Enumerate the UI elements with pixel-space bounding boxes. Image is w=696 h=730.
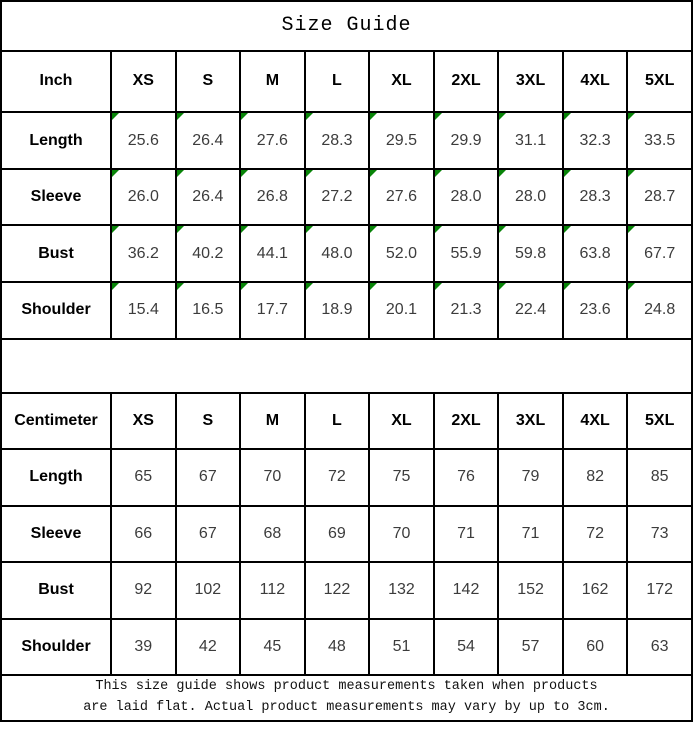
size-guide-table-body bbox=[1, 1, 692, 721]
corner-flag-icon bbox=[435, 283, 442, 290]
size-value-cell bbox=[176, 169, 241, 226]
size-value-cell bbox=[498, 619, 563, 676]
size-value: 59.8 bbox=[514, 244, 547, 262]
measurement-row bbox=[1, 562, 692, 619]
size-value: 21.3 bbox=[450, 301, 482, 319]
size-column-header: XS bbox=[111, 393, 176, 449]
size-value-cell bbox=[176, 562, 241, 619]
size-value: 70 bbox=[392, 524, 411, 542]
size-column-header: 4XL bbox=[563, 393, 628, 449]
size-value-cell bbox=[176, 619, 241, 676]
size-value: 73 bbox=[650, 524, 669, 542]
corner-flag-icon bbox=[306, 113, 313, 120]
row-label: Shoulder bbox=[1, 619, 111, 676]
size-value-cell bbox=[305, 449, 370, 506]
size-value: 31.1 bbox=[514, 131, 547, 149]
size-value: 152 bbox=[517, 581, 544, 599]
corner-flag-icon bbox=[435, 226, 442, 233]
corner-flag-icon bbox=[370, 113, 377, 120]
size-value-cell bbox=[563, 169, 628, 226]
size-value-cell bbox=[111, 449, 176, 506]
measurement-row bbox=[1, 619, 692, 676]
size-value-cell bbox=[563, 112, 628, 169]
size-value: 48.0 bbox=[321, 244, 353, 262]
size-value: 20.1 bbox=[385, 301, 418, 319]
size-value-cell bbox=[176, 112, 241, 169]
corner-flag-icon bbox=[370, 226, 377, 233]
size-value: 32.3 bbox=[579, 131, 611, 149]
size-value: 72 bbox=[586, 524, 604, 542]
size-value: 23.6 bbox=[579, 301, 611, 319]
size-value: 33.5 bbox=[644, 131, 676, 149]
size-value-cell bbox=[111, 506, 176, 563]
measurement-row bbox=[1, 112, 692, 169]
size-value: 65 bbox=[134, 468, 153, 486]
corner-flag-icon bbox=[499, 113, 506, 120]
footnote-row bbox=[1, 675, 692, 721]
size-value-cell bbox=[369, 619, 434, 676]
footnote-line-2: are laid flat. Actual product measurements may vary by up to 3cm. bbox=[83, 700, 610, 716]
corner-flag-icon bbox=[628, 226, 635, 233]
size-value: 36.2 bbox=[127, 244, 159, 262]
size-value-cell bbox=[305, 169, 370, 226]
row-label: Bust bbox=[1, 225, 111, 282]
measurement-row bbox=[1, 506, 692, 563]
size-value: 29.9 bbox=[450, 131, 482, 149]
size-value: 67 bbox=[198, 468, 217, 486]
size-value-cell bbox=[111, 562, 176, 619]
measurement-row bbox=[1, 225, 692, 282]
size-value-cell bbox=[305, 562, 370, 619]
size-value: 15.4 bbox=[127, 301, 159, 319]
size-value: 28.0 bbox=[514, 188, 547, 206]
size-value-cell bbox=[111, 619, 176, 676]
corner-flag-icon bbox=[306, 226, 313, 233]
size-value-cell bbox=[498, 112, 563, 169]
size-value-cell bbox=[369, 562, 434, 619]
size-column-header: L bbox=[305, 51, 370, 113]
size-value: 60 bbox=[586, 638, 604, 656]
size-value: 44.1 bbox=[256, 244, 288, 262]
size-value-cell bbox=[369, 225, 434, 282]
size-value: 102 bbox=[194, 581, 222, 599]
size-value: 28.3 bbox=[321, 131, 353, 149]
corner-flag-icon bbox=[177, 170, 184, 177]
unit-header-inch: Inch bbox=[1, 51, 111, 113]
size-column-header: 2XL bbox=[434, 51, 499, 113]
size-value-cell bbox=[627, 619, 692, 676]
measurement-row bbox=[1, 282, 692, 339]
size-value: 52.0 bbox=[385, 244, 418, 262]
size-value: 27.6 bbox=[385, 188, 418, 206]
size-value: 67 bbox=[198, 524, 217, 542]
size-value: 92 bbox=[134, 581, 153, 599]
size-value: 79 bbox=[521, 468, 540, 486]
corner-flag-icon bbox=[177, 283, 184, 290]
size-value: 40.2 bbox=[192, 244, 224, 262]
size-value: 42 bbox=[198, 638, 217, 656]
size-value-cell bbox=[369, 449, 434, 506]
size-value-cell bbox=[369, 112, 434, 169]
size-value-cell bbox=[434, 225, 499, 282]
measurement-row bbox=[1, 449, 692, 506]
size-value: 16.5 bbox=[192, 301, 224, 319]
page-title: Size Guide bbox=[1, 1, 692, 51]
corner-flag-icon bbox=[628, 113, 635, 120]
size-value-cell bbox=[627, 282, 692, 339]
row-label: Bust bbox=[1, 562, 111, 619]
size-value-cell bbox=[498, 282, 563, 339]
corner-flag-icon bbox=[306, 170, 313, 177]
size-value-cell bbox=[434, 282, 499, 339]
corner-flag-icon bbox=[499, 283, 506, 290]
size-value: 17.7 bbox=[256, 301, 288, 319]
size-value: 85 bbox=[650, 468, 669, 486]
size-value-cell bbox=[176, 225, 241, 282]
size-column-header: 5XL bbox=[627, 393, 692, 449]
size-value: 39 bbox=[134, 638, 153, 656]
size-value: 28.3 bbox=[579, 188, 611, 206]
size-value: 69 bbox=[328, 524, 346, 542]
cm-table-header-row bbox=[1, 393, 692, 449]
size-column-header: 5XL bbox=[627, 51, 692, 113]
corner-flag-icon bbox=[241, 113, 248, 120]
size-value-cell bbox=[627, 169, 692, 226]
inch-table-header-row bbox=[1, 51, 692, 113]
size-value-cell bbox=[498, 225, 563, 282]
size-value-cell bbox=[498, 169, 563, 226]
size-value: 18.9 bbox=[321, 301, 353, 319]
size-value-cell bbox=[434, 112, 499, 169]
size-value-cell bbox=[369, 506, 434, 563]
size-value: 63 bbox=[650, 638, 669, 656]
size-column-header: M bbox=[240, 393, 305, 449]
row-label: Shoulder bbox=[1, 282, 111, 339]
size-value-cell bbox=[563, 225, 628, 282]
size-value: 70 bbox=[263, 468, 282, 486]
size-value: 67.7 bbox=[644, 244, 676, 262]
size-value: 76 bbox=[457, 468, 475, 486]
size-value-cell bbox=[305, 112, 370, 169]
size-value-cell bbox=[627, 449, 692, 506]
row-label: Sleeve bbox=[1, 169, 111, 226]
corner-flag-icon bbox=[177, 226, 184, 233]
size-value: 72 bbox=[328, 468, 346, 486]
size-value-cell bbox=[434, 449, 499, 506]
size-value: 75 bbox=[392, 468, 411, 486]
size-value: 172 bbox=[646, 581, 674, 599]
size-value: 68 bbox=[263, 524, 282, 542]
size-value-cell bbox=[240, 506, 305, 563]
size-column-header: S bbox=[176, 393, 241, 449]
corner-flag-icon bbox=[564, 226, 571, 233]
corner-flag-icon bbox=[112, 283, 119, 290]
corner-flag-icon bbox=[112, 113, 119, 120]
size-value-cell bbox=[111, 225, 176, 282]
size-value: 112 bbox=[259, 581, 286, 599]
size-column-header: XS bbox=[111, 51, 176, 113]
corner-flag-icon bbox=[628, 283, 635, 290]
size-value: 57 bbox=[521, 638, 540, 656]
size-value: 71 bbox=[521, 524, 540, 542]
size-column-header: XL bbox=[369, 393, 434, 449]
size-column-header: 3XL bbox=[498, 393, 563, 449]
size-value-cell bbox=[627, 506, 692, 563]
size-value-cell bbox=[305, 506, 370, 563]
size-value: 45 bbox=[263, 638, 282, 656]
size-value-cell bbox=[111, 112, 176, 169]
size-value-cell bbox=[434, 562, 499, 619]
corner-flag-icon bbox=[435, 113, 442, 120]
size-value-cell bbox=[369, 282, 434, 339]
size-value-cell bbox=[240, 282, 305, 339]
size-value-cell bbox=[434, 506, 499, 563]
size-value: 25.6 bbox=[127, 131, 159, 149]
size-value-cell bbox=[498, 506, 563, 563]
size-value-cell bbox=[305, 619, 370, 676]
corner-flag-icon bbox=[370, 283, 377, 290]
size-column-header: 2XL bbox=[434, 393, 499, 449]
corner-flag-icon bbox=[241, 283, 248, 290]
size-value: 54 bbox=[457, 638, 475, 656]
size-value-cell bbox=[563, 506, 628, 563]
row-label: Sleeve bbox=[1, 506, 111, 563]
size-value-cell bbox=[240, 169, 305, 226]
corner-flag-icon bbox=[628, 170, 635, 177]
size-value: 29.5 bbox=[385, 131, 418, 149]
size-value: 27.2 bbox=[321, 188, 353, 206]
size-value-cell bbox=[240, 225, 305, 282]
size-value: 71 bbox=[457, 524, 475, 542]
size-value: 132 bbox=[388, 581, 415, 599]
size-value-cell bbox=[563, 562, 628, 619]
size-column-header: L bbox=[305, 393, 370, 449]
size-column-header: 3XL bbox=[498, 51, 563, 113]
size-value-cell bbox=[369, 169, 434, 226]
size-value-cell bbox=[563, 619, 628, 676]
size-value-cell bbox=[240, 562, 305, 619]
size-value-cell bbox=[563, 449, 628, 506]
size-value: 28.0 bbox=[450, 188, 482, 206]
size-value-cell bbox=[434, 169, 499, 226]
size-value: 48 bbox=[328, 638, 346, 656]
size-value-cell bbox=[176, 282, 241, 339]
size-value: 26.0 bbox=[127, 188, 159, 206]
size-value-cell bbox=[563, 282, 628, 339]
size-value-cell bbox=[305, 225, 370, 282]
row-label: Length bbox=[1, 449, 111, 506]
corner-flag-icon bbox=[564, 113, 571, 120]
corner-flag-icon bbox=[564, 170, 571, 177]
title-row bbox=[1, 1, 692, 51]
size-value-cell bbox=[498, 562, 563, 619]
corner-flag-icon bbox=[306, 283, 313, 290]
size-value: 142 bbox=[452, 581, 480, 599]
size-value: 162 bbox=[581, 581, 609, 599]
size-column-header: 4XL bbox=[563, 51, 628, 113]
size-value: 22.4 bbox=[514, 301, 547, 319]
size-value-cell bbox=[111, 169, 176, 226]
size-value-cell bbox=[627, 112, 692, 169]
size-value-cell bbox=[434, 619, 499, 676]
size-value-cell bbox=[176, 506, 241, 563]
corner-flag-icon bbox=[564, 283, 571, 290]
unit-header-centimeter: Centimeter bbox=[1, 393, 111, 449]
size-value-cell bbox=[240, 449, 305, 506]
corner-flag-icon bbox=[112, 170, 119, 177]
size-value: 27.6 bbox=[256, 131, 288, 149]
size-column-header: XL bbox=[369, 51, 434, 113]
size-value-cell bbox=[627, 225, 692, 282]
corner-flag-icon bbox=[112, 226, 119, 233]
size-value: 63.8 bbox=[579, 244, 611, 262]
corner-flag-icon bbox=[435, 170, 442, 177]
spacer-cell bbox=[1, 339, 692, 394]
size-value-cell bbox=[176, 449, 241, 506]
spacer-row bbox=[1, 339, 692, 394]
footnote-line-1: This size guide shows product measurements taken when products bbox=[95, 679, 598, 695]
size-value: 66 bbox=[134, 524, 153, 542]
corner-flag-icon bbox=[370, 170, 377, 177]
corner-flag-icon bbox=[499, 226, 506, 233]
size-value: 28.7 bbox=[644, 188, 676, 206]
footnote bbox=[1, 675, 692, 721]
size-value-cell bbox=[498, 449, 563, 506]
size-value-cell bbox=[240, 619, 305, 676]
corner-flag-icon bbox=[241, 226, 248, 233]
measurement-row bbox=[1, 169, 692, 226]
size-value: 26.8 bbox=[256, 188, 288, 206]
size-value: 82 bbox=[586, 468, 604, 486]
size-value: 51 bbox=[392, 638, 411, 656]
size-value: 26.4 bbox=[192, 131, 224, 149]
size-value: 26.4 bbox=[192, 188, 224, 206]
corner-flag-icon bbox=[177, 113, 184, 120]
row-label: Length bbox=[1, 112, 111, 169]
size-column-header: S bbox=[176, 51, 241, 113]
size-value: 122 bbox=[323, 581, 351, 599]
corner-flag-icon bbox=[241, 170, 248, 177]
size-value-cell bbox=[111, 282, 176, 339]
size-value: 24.8 bbox=[644, 301, 676, 319]
size-value-cell bbox=[305, 282, 370, 339]
size-column-header: M bbox=[240, 51, 305, 113]
size-value-cell bbox=[627, 562, 692, 619]
corner-flag-icon bbox=[499, 170, 506, 177]
size-value: 55.9 bbox=[450, 244, 482, 262]
size-value-cell bbox=[240, 112, 305, 169]
